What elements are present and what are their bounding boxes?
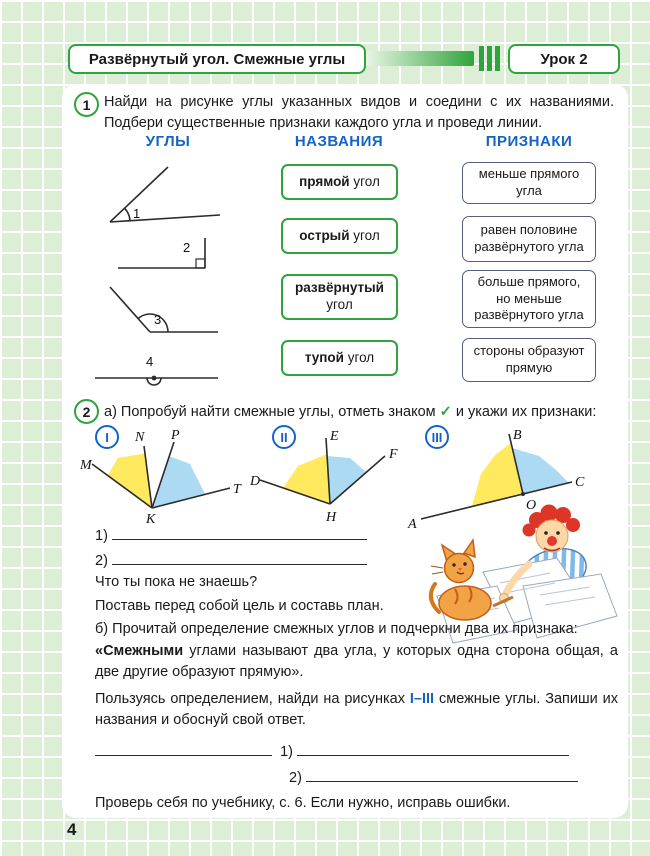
point-label-T: T [233,482,241,497]
angle-label-2: 2 [183,240,191,255]
angle-label-1: 1 [133,206,141,221]
use-definition-text: Пользуясь определением, найди на рисунках I–III смежные углы. Запиши их названия и обоснуй свой ответ. [95,691,618,728]
bottom-answer-line-2: 2) [289,768,578,789]
point-label-P: P [171,428,180,443]
feature-box-1: меньше прямого угла [462,162,596,204]
feature-box-3: больше прямого, но меньше развёрнутого угла [462,270,596,328]
figure2-numeral: II [272,425,296,449]
angle-label-4: 4 [146,354,154,369]
acute-angle-figure [110,167,220,222]
answer-blank-1 [112,527,367,540]
name-box-straight-angle: развёрнутый угол [281,274,398,320]
figure3-numeral: III [425,425,449,449]
point-label-B: B [513,428,522,443]
point-label-K: K [146,512,156,524]
task2-number-circle [74,399,99,424]
answer-line-2: 2) [95,551,367,572]
page-title [68,44,366,74]
bottom-blank-2 [306,769,578,782]
page-number: 4 [67,820,77,839]
point-label-C: C [575,475,585,490]
check-yourself-text: Проверь себя по учебнику, с. 6. Если нужно, исправь ошибки. [95,795,511,811]
point-label-O: O [526,498,537,513]
feature-box-4: стороны образуют прямую [462,338,596,382]
right-angle-figure [118,238,205,268]
task1-instruction [104,92,614,133]
task1-instruction-text: Найди на рисунке углы указанных видов и соедини с их названиями. Подбери существенные признаки каждого угла и проведи линии. [104,94,614,131]
bottom-blank-0 [95,743,272,756]
point-label-N: N [135,430,145,445]
point-label-H: H [326,510,337,524]
bottom-blank-1 [297,743,569,756]
task1-number-circle [74,92,99,117]
lesson-badge-label: Урок 2 [540,50,588,68]
name-box-obtuse-angle: тупой угол [281,340,398,376]
question-text: Что ты пока не знаешь? [95,574,258,590]
feature-box-2: равен половине развёрнутого угла [462,216,596,262]
straight-angle-vertex-dot [152,376,157,381]
page-title-label: Развёрнутый угол. Смежные углы [88,50,346,68]
figure-range-label: I–III [409,691,435,707]
column-header-angles: УГЛЫ [145,133,191,150]
column-header-features: ПРИЗНАКИ [485,133,573,150]
answer-blank-2 [112,552,367,565]
task2-part-a: а) Попробуй найти смежные углы, отметь знаком ✓ и укажи их признаки: [104,404,597,420]
figure3-vertex-dot [521,492,525,496]
task2-part-b: б) Прочитай определение смежных углов и подчеркни два их признака: [95,621,578,637]
name-box-acute-angle: острый угол [281,218,398,254]
lesson-badge [508,44,620,74]
task1-angle-figures [88,152,238,397]
point-label-F: F [389,447,398,462]
point-label-M: M [80,458,92,473]
task2-number: 2 [82,403,91,420]
point-label-D: D [250,474,261,489]
name-box-right-angle: прямой угол [281,164,398,200]
angle-label-3: 3 [154,312,162,327]
check-mark-icon: ✓ [439,404,452,420]
point-label-A: A [408,517,417,530]
figure1-numeral: I [95,425,119,449]
header-deco-bars [479,46,500,71]
plan-text: Поставь перед собой цель и составь план. [95,598,384,614]
point-label-E: E [330,429,339,444]
header-gradient-bar [366,51,474,66]
obtuse-angle-figure [110,287,218,332]
definition-text: «Смежными углами называют два угла, у которых одна сторона общая, а две другие образуют прямую». [95,643,618,680]
bottom-answer-line-1: 1) [95,742,569,763]
column-header-names: НАЗВАНИЯ [294,133,384,150]
straight-angle-figure [95,378,218,385]
task1-number: 1 [82,96,91,113]
figure2-blue-angle [327,456,366,504]
answer-line-1: 1) [95,526,367,547]
